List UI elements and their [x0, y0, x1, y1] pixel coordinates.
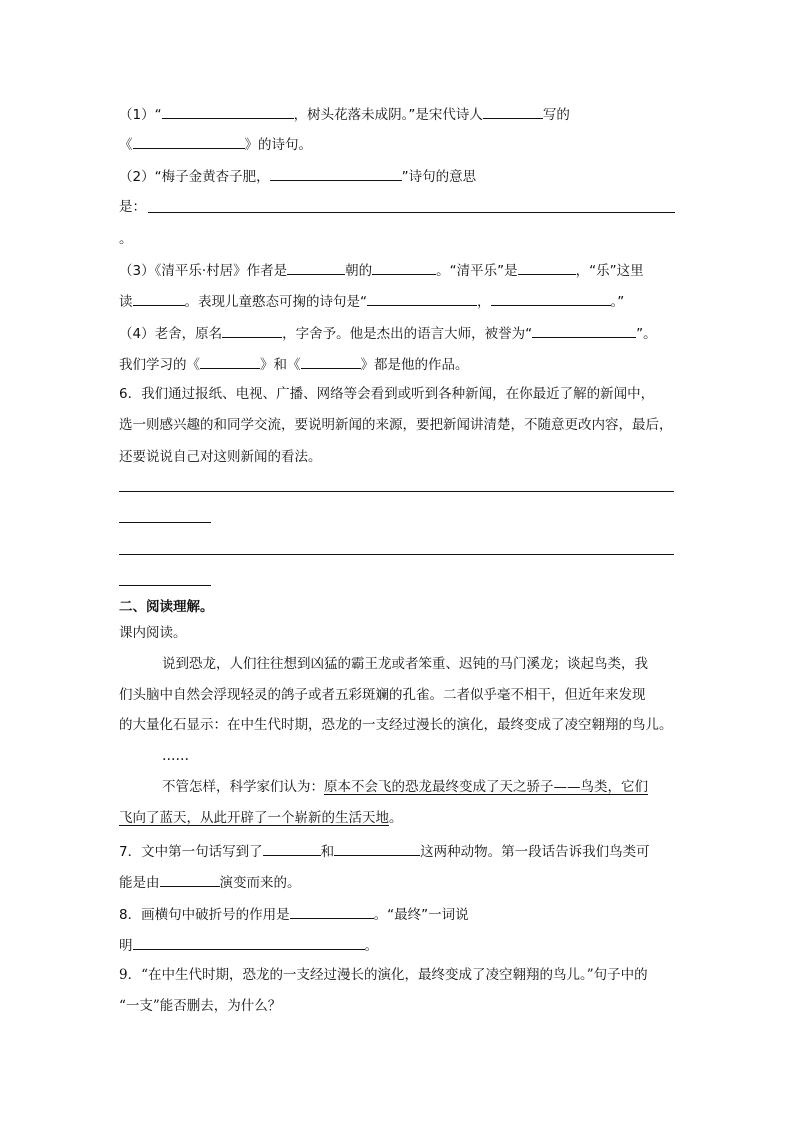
q5-part3-text: ，“乐”这里: [575, 263, 644, 279]
answer-blank[interactable]: [372, 260, 436, 275]
q6-text-line2: 选一则感兴趣的和同学交流，要说明新闻的来源，要把新闻讲清楚，不随意更改内容，最后，: [119, 417, 673, 433]
q7-line2: [119, 872, 675, 892]
q6-text-line3: 还要说说自己对这则新闻的看法。: [119, 449, 322, 465]
q5-part4-line2: [119, 354, 675, 374]
q8-text: 。: [364, 938, 378, 954]
q5-part2-period: 。: [119, 231, 133, 247]
answer-blank[interactable]: [270, 166, 402, 181]
answer-blank[interactable]: [160, 872, 220, 887]
q6-answer-line[interactable]: [119, 554, 674, 555]
bracket-close-text: 》的诗句。: [244, 137, 312, 153]
q5-part3-text: 读: [119, 294, 133, 310]
q5-part3-line2: [119, 291, 675, 311]
q6-text-line1: 6．我们通过报纸、电视、广播、网络等会看到或听到各种新闻，在你最近了解的新闻中，: [119, 386, 655, 402]
q5-part1-line2: [119, 134, 675, 154]
q5-part3-line1: [119, 260, 675, 280]
answer-blank[interactable]: [148, 198, 675, 213]
q7-text: 能是由: [119, 875, 160, 891]
q5-part2-text: （2）“梅子金黄杏子肥，: [119, 169, 270, 185]
passage-line: 们头脑中自然会浮现轻灵的鸽子或者五彩斑斓的孔雀。二者似乎毫不相干，但近年来发现: [119, 687, 646, 703]
q5-part4-text: ”。: [636, 326, 657, 342]
answer-blank[interactable]: [518, 260, 576, 275]
q5-part4-text: 》都是他的作品。: [360, 357, 469, 373]
passage-line: [119, 809, 675, 827]
q5-part3-text: ，: [477, 294, 491, 310]
q5-part3-text: 。”: [610, 294, 625, 310]
q7-text: 这两种动物。第一段话告诉我们鸟类可: [420, 844, 650, 860]
answer-blank[interactable]: [367, 291, 477, 306]
passage-text: 。: [389, 810, 403, 826]
q5-part3-text: 朝的: [345, 263, 373, 279]
q5-part4-text: （4）老舍，原名: [119, 326, 223, 342]
q5-part2-line3: [119, 230, 675, 248]
q7-text: 演变而来的。: [219, 875, 301, 891]
q5-part2-line2: [119, 198, 675, 216]
answer-blank[interactable]: [491, 291, 611, 306]
passage-ellipsis: ……: [162, 748, 189, 764]
q5-part3-text: 。“清平乐”是: [436, 263, 518, 279]
answer-blank[interactable]: [287, 260, 345, 275]
q9-line1: 9．“在中生代时期，恐龙的一支经过漫长的演化，最终变成了凌空翱翔的鸟儿。”句子中的: [119, 967, 648, 983]
answer-blank[interactable]: [133, 935, 365, 950]
section-title: 二、阅读理解。: [119, 599, 214, 615]
q8-text: 明: [119, 938, 133, 954]
q8-line2: [119, 935, 675, 955]
q7-line1: [119, 841, 675, 861]
passage-line: 的大量化石显示：在中生代时期，恐龙的一支经过漫长的演化，最终变成了凌空翱翔的鸟儿。: [119, 717, 673, 733]
q7-text: 和: [320, 844, 335, 860]
q5-part3-text: 。表现儿童憨态可掬的诗句是“: [184, 294, 367, 310]
answer-blank[interactable]: [301, 354, 361, 369]
underlined-sentence: 原本不会飞的恐龙最终变成了天之骄子——鸟类，它们: [324, 779, 648, 795]
q5-part2-line1: [119, 166, 675, 186]
q5-part4-line1: [119, 323, 675, 343]
q9-line2: “一支”能否删去，为什么？: [119, 998, 282, 1014]
answer-blank[interactable]: [290, 904, 374, 919]
passage-text: 不管怎样，科学家们认为：: [162, 779, 324, 795]
answer-blank[interactable]: [133, 134, 245, 149]
passage-line: [162, 778, 718, 796]
q5-part4-text: ，字舍予。他是杰出的语言大师，被誉为“: [282, 326, 533, 342]
answer-blank[interactable]: [483, 104, 543, 119]
q8-text: 8．画横句中破折号的作用是: [119, 907, 290, 923]
q7-text: 7．文中第一句话写到了: [119, 844, 263, 860]
answer-blank[interactable]: [532, 323, 636, 338]
q5-part2-label: 是：: [119, 199, 146, 215]
answer-blank[interactable]: [263, 841, 321, 856]
answer-blank[interactable]: [222, 323, 282, 338]
bracket-open: 《: [119, 137, 133, 153]
q6-answer-line-short[interactable]: [119, 522, 211, 523]
section-subtitle: 课内阅读。: [119, 625, 187, 641]
answer-blank[interactable]: [133, 291, 185, 306]
passage-line: 说到恐龙，人们往往想到凶猛的霸王龙或者笨重、迟钝的马门溪龙；谈起鸟类，我: [162, 656, 648, 672]
underlined-sentence: 飞向了蓝天，从此开辟了一个崭新的生活天地: [119, 810, 389, 826]
q5-part4-text: 我们学习的《: [119, 357, 200, 373]
q8-text: 。“最终”一词说: [373, 907, 469, 923]
q5-part4-text: 》和《: [260, 357, 301, 373]
answer-blank[interactable]: [334, 841, 420, 856]
q6-answer-line[interactable]: [119, 491, 674, 492]
q5-part2-text-end: ”诗句的意思: [401, 169, 477, 185]
q8-line1: [119, 904, 675, 924]
q6-answer-line-short[interactable]: [119, 585, 211, 586]
q5-part3-text: （3）《清平乐·村居》作者是: [119, 263, 288, 279]
q5-part1-line1: [119, 104, 675, 124]
q5-part1-text-end: 写的: [542, 107, 570, 123]
q5-part1-text: ，树头花落未成阴。”是宋代诗人: [293, 107, 483, 123]
q5-part1-number: （1）“: [119, 107, 162, 123]
answer-blank[interactable]: [162, 104, 294, 119]
answer-blank[interactable]: [200, 354, 260, 369]
